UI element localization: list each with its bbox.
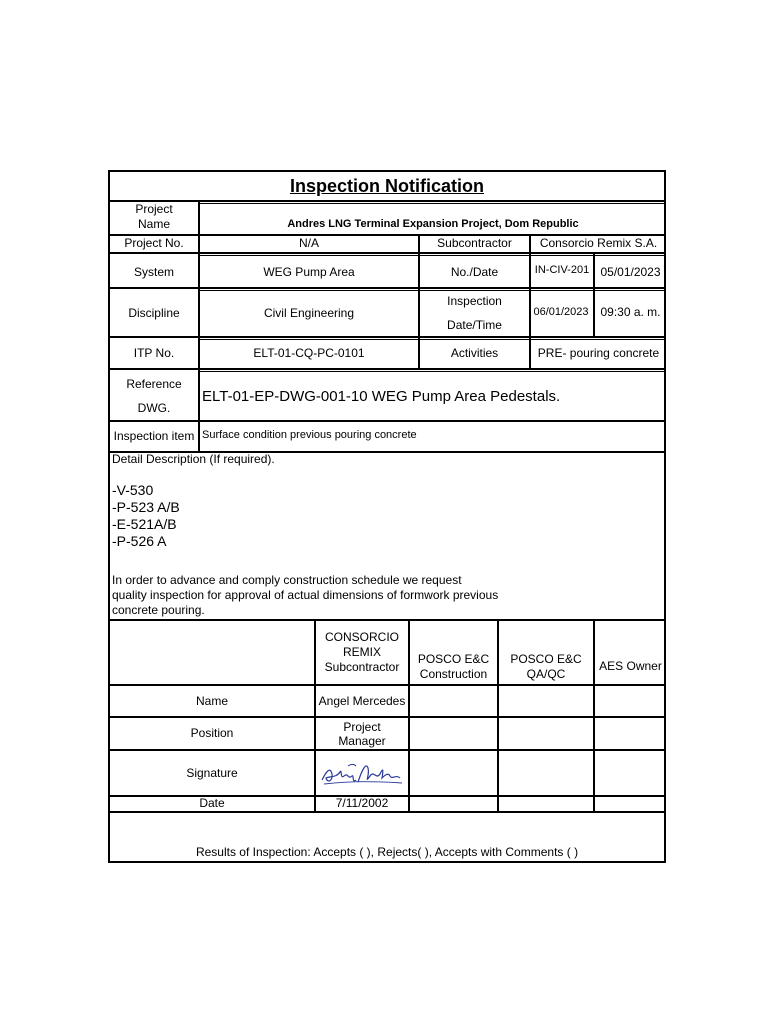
notification-number: IN-CIV-201 <box>534 263 590 276</box>
project-no-value: N/A <box>298 236 319 250</box>
row-label-date: Date <box>199 795 225 810</box>
form-title: Inspection Notification <box>289 175 484 196</box>
reference-dwg-label: Reference DWG. <box>126 377 182 415</box>
subcontractor-date: 7/11/2002 <box>335 795 389 810</box>
subcontractor-name: Angel Mercedes <box>318 693 406 708</box>
discipline-label: Discipline <box>128 305 180 320</box>
system-value: WEG Pump Area <box>263 264 355 279</box>
activities-value: PRE- pouring concrete <box>537 346 660 360</box>
line-discipline-bottom <box>108 336 666 338</box>
row-label-position: Position <box>190 726 234 740</box>
column-header-aes-owner: AES Owner <box>599 659 662 673</box>
itp-label: ITP No. <box>133 346 175 360</box>
discipline-value: Civil Engineering <box>263 305 355 320</box>
line-project-no-bottom <box>108 252 666 254</box>
line-system-bottom <box>108 287 666 289</box>
column-header-posco-qaqc: POSCO E&C QA/QC <box>510 651 582 681</box>
subcontractor-value: Consorcio Remix S.A. <box>539 236 658 250</box>
system-label: System <box>133 264 174 279</box>
inspection-results-line: Results of Inspection: Accepts ( ), Rejects( ), Accepts with Comments ( ) <box>195 844 579 859</box>
inspection-time: 09:30 a. m. <box>600 304 661 319</box>
inspection-item-value: Surface condition previous pouring concrete <box>202 429 417 441</box>
subcontractor-position: Project Manager <box>338 719 386 748</box>
row-label-name: Name <box>195 693 228 708</box>
column-header-posco-construction: POSCO E&C Construction <box>417 651 490 681</box>
detail-description-label: Detail Description (If required). <box>112 452 275 466</box>
line-title-bottom-inner <box>199 203 666 204</box>
handwritten-signature <box>318 754 406 792</box>
no-date-label: No./Date <box>450 264 499 279</box>
project-name-value: Andres LNG Terminal Expansion Project, Dom Republic <box>287 217 579 230</box>
line-project-no-bottom-inner <box>199 255 666 256</box>
line-date-row-bottom <box>108 811 666 813</box>
activities-label: Activities <box>450 346 499 360</box>
detail-request-text: In order to advance and comply construction schedule we request quality inspection for approval of actual dimensions of formwork previous concrete pouring. <box>112 573 499 617</box>
detail-equipment-list: -V-530 -P-523 A/B -E-521A/B -P-526 A <box>112 482 180 549</box>
inspection-date-time-label: Inspection Date/Time <box>447 294 502 332</box>
inspection-item-label: Inspection item <box>113 429 195 443</box>
project-no-label: Project No. <box>124 236 184 250</box>
project-name-label: Project Name <box>135 202 173 231</box>
row-label-signature: Signature <box>186 765 238 780</box>
reference-dwg-value: ELT-01-EP-DWG-001-10 WEG Pump Area Pedestals. <box>202 387 561 405</box>
line-itp-bottom <box>108 368 666 370</box>
notification-date: 05/01/2023 <box>600 264 661 279</box>
itp-value: ELT-01-CQ-PC-0101 <box>253 346 365 360</box>
column-header-subcontractor: CONSORCIO REMIX Subcontractor <box>324 630 400 674</box>
inspection-date: 06/01/2023 <box>533 305 589 318</box>
subcontractor-label: Subcontractor <box>437 236 512 250</box>
